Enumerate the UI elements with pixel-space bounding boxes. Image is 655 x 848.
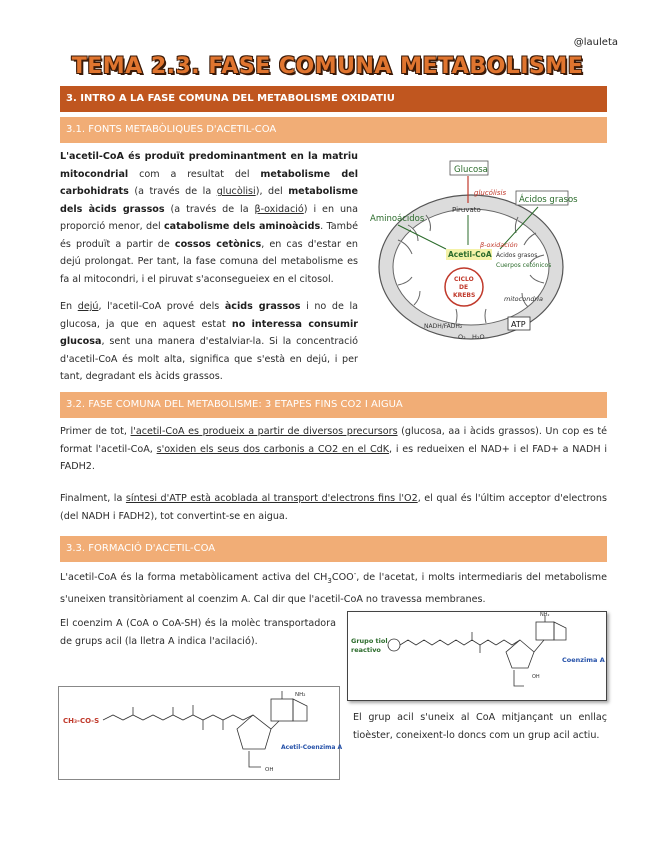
text: Finalment, la bbox=[60, 493, 126, 504]
text: ) i en una proporció menor, del bbox=[60, 203, 358, 232]
label-nadh: NADH/FADH₂ bbox=[424, 323, 463, 330]
text: ), del bbox=[255, 186, 289, 197]
text: , i es redueixen el NAD+ i el FAD+ a NADH i FADH2. bbox=[60, 443, 608, 472]
label-oh: OH bbox=[532, 674, 540, 680]
author-handle: @lauleta bbox=[573, 37, 618, 48]
label-reactivo: reactivo bbox=[351, 646, 381, 654]
label-coenzima-a: Coenzima A bbox=[562, 656, 605, 664]
paragraph-acetil-sources bbox=[60, 148, 358, 288]
label-acetil-coenzima: Acetil-Coenzima A bbox=[281, 744, 343, 751]
coa-structure-figure bbox=[347, 611, 607, 701]
text: , el qual és l'últim acceptor d'electrons (del NADH i FADH2), tot convertint-se en aigua. bbox=[60, 493, 607, 522]
label-mitocondria: mitocondria bbox=[504, 295, 543, 303]
text: (glucosa, aa i àcids grassos). Un cop es té format l'acetil-CoA, bbox=[60, 426, 607, 455]
text-sub: 3 bbox=[327, 577, 332, 586]
text-underline: dejú bbox=[77, 301, 99, 312]
text: (a través de la bbox=[128, 186, 217, 197]
label-acetil-coa: Acetil-CoA bbox=[448, 250, 492, 259]
text-underline: s'oxiden els seus dos carbonis a CO2 en el CdK bbox=[156, 443, 390, 455]
paragraph-dejú bbox=[60, 298, 358, 386]
coa-structure bbox=[348, 612, 606, 700]
text-underline: glucòlisi bbox=[216, 186, 256, 197]
acetil-coa-structure bbox=[59, 687, 343, 779]
label-glucolisis: glucólisis bbox=[474, 189, 507, 197]
text: COO bbox=[331, 572, 354, 584]
label-glucosa: Glucosa bbox=[454, 165, 488, 175]
text: , l'acetil-CoA prové dels bbox=[98, 301, 225, 312]
label-piruvato: Piruvato bbox=[452, 206, 481, 214]
acetil-coa-structure-figure bbox=[58, 686, 343, 780]
label-o2: O₂ bbox=[458, 333, 466, 341]
paragraph-acetil-form bbox=[60, 566, 607, 608]
label-oh: OH bbox=[265, 767, 274, 773]
label-acidos-grasos-small: Ácidos grasos bbox=[496, 252, 538, 259]
label-atp: ATP bbox=[511, 320, 526, 329]
label-acidos-grasos: Ácidos grasos bbox=[519, 195, 578, 205]
label-de: DE bbox=[459, 284, 469, 291]
paragraph-etapes bbox=[60, 423, 607, 476]
text: L'acetil-CoA és la forma metabòlicament activa del CH bbox=[60, 572, 328, 584]
label-nh2: NH₂ bbox=[295, 692, 306, 698]
text-underline: l'acetil-CoA es produeix a partir de diversos precursors bbox=[130, 426, 398, 437]
label-grupo-tiol: Grupo tiol bbox=[351, 637, 388, 645]
section-header-3-1: 3.1. FONTS METABÒLIQUES D'ACETIL-COA bbox=[60, 117, 607, 143]
label-h2o: H₂O bbox=[472, 333, 485, 341]
text-bold: àcids grassos bbox=[224, 301, 301, 312]
text-bold: metabolisme dels àcids grassos bbox=[60, 186, 358, 215]
section-header-3: 3. INTRO A LA FASE COMUNA DEL METABOLISME OXIDATIU bbox=[60, 86, 607, 112]
text-sup: - bbox=[353, 570, 357, 578]
text-bold: metabolisme del carbohidrats bbox=[60, 168, 358, 197]
text: Primer de tot, bbox=[60, 426, 131, 437]
label-ciclo: CICLO bbox=[454, 276, 474, 283]
text-bold: L'acetil-CoA és produït predominantment en la matriu mitocondrial bbox=[60, 151, 358, 180]
label-cuerpos: Cuerpos cetónicos bbox=[496, 262, 552, 269]
label-beta-oxidacion: β-oxidación bbox=[480, 241, 518, 249]
text: . També és produït a partir de bbox=[60, 221, 359, 250]
text: , de l'acetat, i molts intermediaris del metabolisme s'uneixen transitòriament al coenzim A. Cal dir que l'acetil-CoA no travessa membranes. bbox=[60, 572, 607, 605]
page-title: TEMA 2.3. FASE COMUNA METABOLISME bbox=[71, 54, 584, 79]
paragraph-atp bbox=[60, 490, 607, 525]
label-krebs: KREBS bbox=[453, 292, 476, 299]
text-underline: síntesi d'ATP està acoblada al transport d'electrons fins l'O2 bbox=[125, 493, 418, 504]
label-aminoacidos: Aminoácidos bbox=[370, 214, 425, 224]
label-acetyl-group: CH₃-CO-S bbox=[63, 717, 100, 725]
text-bold: cossos cetònics bbox=[174, 238, 262, 250]
text-bold: no interessa consumir glucosa bbox=[60, 318, 358, 347]
text-bold: catabolisme dels aminoàcids bbox=[163, 221, 321, 232]
text: (a través de la bbox=[164, 203, 255, 215]
paragraph-tioester: El grup acil s'uneix al CoA mitjançant un enllaç tioèster, coneixent-lo doncs com un grup acil actiu. bbox=[353, 712, 607, 741]
paragraph-coenzim: El coenzim A (CoA o CoA-SH) és la molèc transportadora de grups acil (la lletra A indica l'acilació). bbox=[60, 618, 336, 647]
text: En bbox=[60, 301, 78, 312]
label-nh2: NH₂ bbox=[540, 612, 550, 618]
text: , en cas d'estar en dejú prolongat. Per tant, la fase comuna del metabolisme es fa al mitocondri, i el piruvat s'aconsegueiex en el citosol. bbox=[60, 238, 358, 285]
mitochondria-diagram bbox=[368, 155, 578, 345]
text: com a resultat del bbox=[128, 168, 261, 180]
section-header-3-2: 3.2. FASE COMUNA DEL METABOLISME: 3 ETAPES FINS CO2 I AIGUA bbox=[60, 392, 607, 418]
text: , sent una manera d'estalviar-la. Si la concentració d'acetil-CoA és molt alta, significa que s'està en dejú, i per tant, degradant els àcids grassos. bbox=[60, 336, 358, 382]
section-header-3-3: 3.3. FORMACIÓ D'ACETIL-COA bbox=[60, 536, 607, 562]
text: i no de la glucosa, ja que en aquest estat bbox=[60, 301, 358, 330]
text-underline: β-oxidació bbox=[254, 203, 304, 215]
